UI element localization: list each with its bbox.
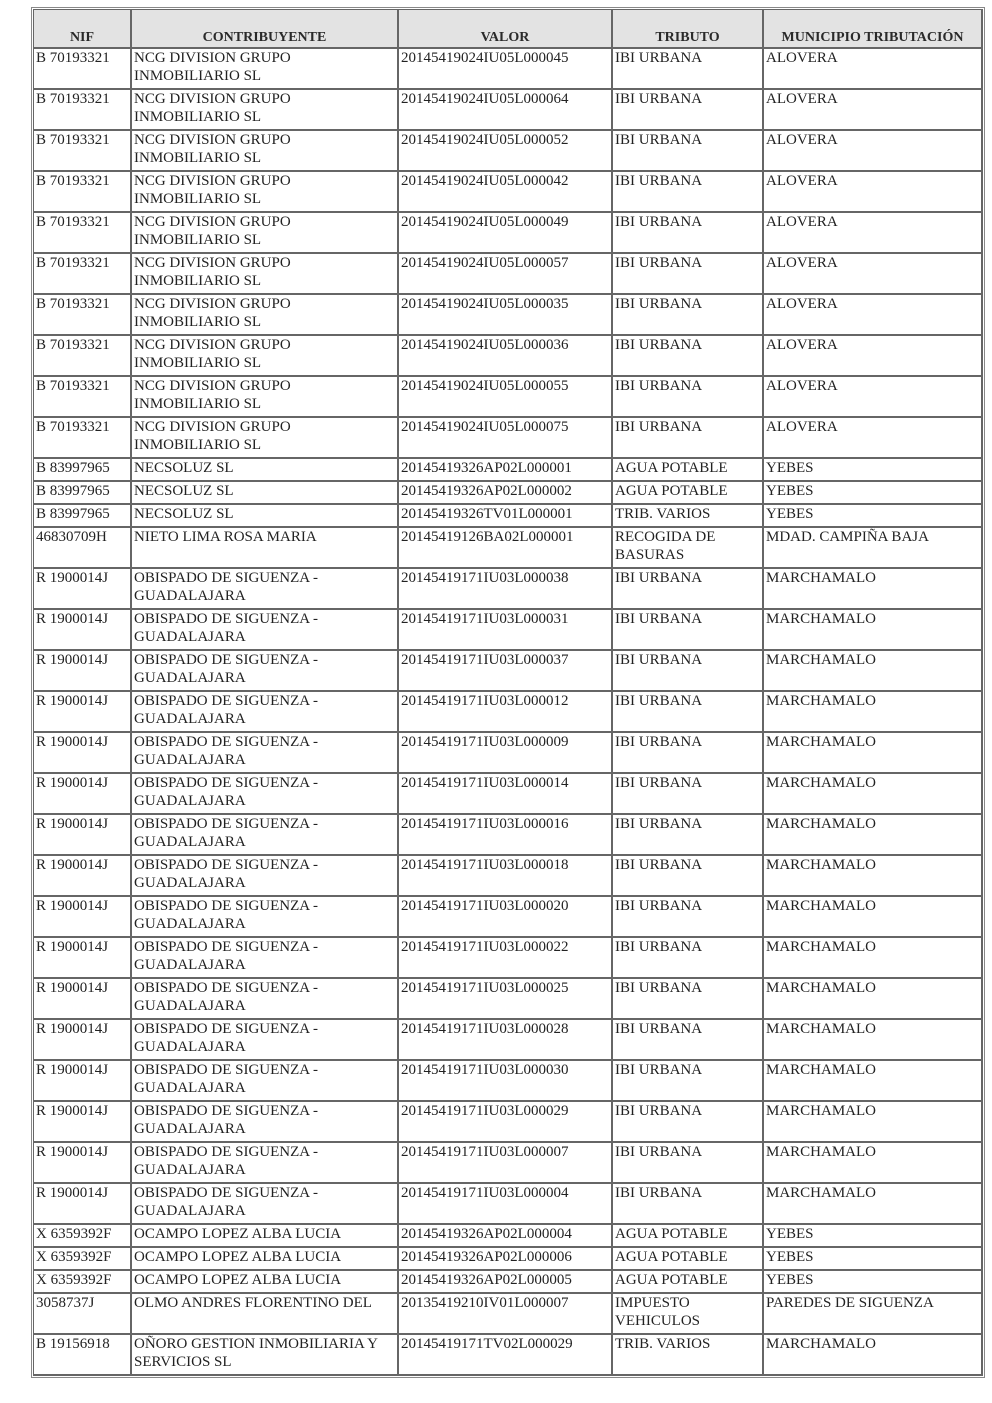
cell-contribuyente: OBISPADO DE SIGUENZA - GUADALAJARA (132, 979, 399, 1020)
cell-municipio: MARCHAMALO (764, 569, 983, 610)
cell-tributo: AGUA POTABLE (613, 1248, 764, 1271)
cell-tributo: IBI URBANA (613, 733, 764, 774)
cell-nif: R 1900014J (34, 815, 132, 856)
cell-contribuyente: NCG DIVISION GRUPO INMOBILIARIO SL (132, 295, 399, 336)
table-row (34, 90, 983, 131)
cell-tributo: IBI URBANA (613, 938, 764, 979)
cell-contribuyente: NCG DIVISION GRUPO INMOBILIARIO SL (132, 418, 399, 459)
cell-valor: 20145419171IU03L000012 (399, 692, 613, 733)
table-row (34, 1184, 983, 1225)
cell-valor: 20145419171IU03L000004 (399, 1184, 613, 1225)
cell-valor: 20145419024IU05L000049 (399, 213, 613, 254)
table-row (34, 254, 983, 295)
cell-contribuyente: OBISPADO DE SIGUENZA - GUADALAJARA (132, 569, 399, 610)
cell-tributo: IBI URBANA (613, 1020, 764, 1061)
table-row (34, 295, 983, 336)
cell-tributo: RECOGIDA DE BASURAS (613, 528, 764, 569)
cell-tributo: IBI URBANA (613, 336, 764, 377)
table-row (34, 1143, 983, 1184)
cell-nif: X 6359392F (34, 1248, 132, 1271)
table-row (34, 459, 983, 482)
cell-contribuyente: NCG DIVISION GRUPO INMOBILIARIO SL (132, 213, 399, 254)
cell-municipio: ALOVERA (764, 418, 983, 459)
cell-valor: 20145419171TV02L000029 (399, 1335, 613, 1376)
cell-municipio: ALOVERA (764, 90, 983, 131)
cell-municipio: MARCHAMALO (764, 1102, 983, 1143)
cell-nif: B 70193321 (34, 254, 132, 295)
table-row (34, 482, 983, 505)
cell-contribuyente: NCG DIVISION GRUPO INMOBILIARIO SL (132, 90, 399, 131)
column-header-tributo: TRIBUTO (613, 10, 764, 49)
cell-municipio: MARCHAMALO (764, 733, 983, 774)
cell-nif: 46830709H (34, 528, 132, 569)
cell-nif: R 1900014J (34, 774, 132, 815)
column-header-municipio: MUNICIPIO TRIBUTACIÓN (764, 10, 983, 49)
cell-nif: B 70193321 (34, 131, 132, 172)
cell-valor: 20145419024IU05L000035 (399, 295, 613, 336)
cell-contribuyente: OÑORO GESTION INMOBILIARIA Y SERVICIOS SL (132, 1335, 399, 1376)
cell-tributo: IBI URBANA (613, 172, 764, 213)
cell-municipio: MARCHAMALO (764, 856, 983, 897)
cell-valor: 20145419171IU03L000025 (399, 979, 613, 1020)
cell-tributo: IBI URBANA (613, 254, 764, 295)
cell-municipio: YEBES (764, 482, 983, 505)
cell-valor: 20145419171IU03L000014 (399, 774, 613, 815)
cell-municipio: MARCHAMALO (764, 1143, 983, 1184)
cell-contribuyente: OBISPADO DE SIGUENZA - GUADALAJARA (132, 733, 399, 774)
table-row (34, 610, 983, 651)
cell-tributo: TRIB. VARIOS (613, 1335, 764, 1376)
cell-contribuyente: OBISPADO DE SIGUENZA - GUADALAJARA (132, 856, 399, 897)
cell-tributo: IBI URBANA (613, 897, 764, 938)
cell-contribuyente: NIETO LIMA ROSA MARIA (132, 528, 399, 569)
cell-valor: 20145419326AP02L000002 (399, 482, 613, 505)
cell-nif: B 83997965 (34, 505, 132, 528)
table-row (34, 1020, 983, 1061)
table-row (34, 1225, 983, 1248)
cell-valor: 20145419171IU03L000016 (399, 815, 613, 856)
table-row (34, 418, 983, 459)
cell-tributo: IBI URBANA (613, 692, 764, 733)
cell-tributo: IBI URBANA (613, 610, 764, 651)
table-row (34, 733, 983, 774)
cell-municipio: MARCHAMALO (764, 774, 983, 815)
cell-valor: 20145419326AP02L000001 (399, 459, 613, 482)
table-row (34, 774, 983, 815)
cell-valor: 20145419326AP02L000006 (399, 1248, 613, 1271)
cell-nif: R 1900014J (34, 897, 132, 938)
cell-municipio: MARCHAMALO (764, 692, 983, 733)
table-row (34, 569, 983, 610)
cell-nif: B 83997965 (34, 482, 132, 505)
cell-contribuyente: OCAMPO LOPEZ ALBA LUCIA (132, 1225, 399, 1248)
table-row (34, 979, 983, 1020)
cell-municipio: MARCHAMALO (764, 979, 983, 1020)
cell-municipio: YEBES (764, 1225, 983, 1248)
cell-valor: 20135419210IV01L000007 (399, 1294, 613, 1335)
cell-tributo: IBI URBANA (613, 774, 764, 815)
cell-tributo: AGUA POTABLE (613, 1225, 764, 1248)
cell-valor: 20145419171IU03L000028 (399, 1020, 613, 1061)
table-row (34, 651, 983, 692)
cell-tributo: IBI URBANA (613, 651, 764, 692)
cell-contribuyente: OBISPADO DE SIGUENZA - GUADALAJARA (132, 1102, 399, 1143)
cell-contribuyente: NCG DIVISION GRUPO INMOBILIARIO SL (132, 49, 399, 90)
cell-municipio: ALOVERA (764, 131, 983, 172)
cell-nif: R 1900014J (34, 1102, 132, 1143)
cell-contribuyente: OBISPADO DE SIGUENZA - GUADALAJARA (132, 1143, 399, 1184)
table-row (34, 1271, 983, 1294)
cell-contribuyente: NECSOLUZ SL (132, 505, 399, 528)
cell-municipio: ALOVERA (764, 295, 983, 336)
cell-nif: R 1900014J (34, 733, 132, 774)
cell-valor: 20145419171IU03L000018 (399, 856, 613, 897)
cell-nif: B 70193321 (34, 90, 132, 131)
cell-nif: R 1900014J (34, 1020, 132, 1061)
cell-contribuyente: OLMO ANDRES FLORENTINO DEL (132, 1294, 399, 1335)
cell-nif: X 6359392F (34, 1225, 132, 1248)
cell-tributo: IBI URBANA (613, 856, 764, 897)
cell-contribuyente: OBISPADO DE SIGUENZA - GUADALAJARA (132, 815, 399, 856)
cell-valor: 20145419024IU05L000075 (399, 418, 613, 459)
table-row (34, 1248, 983, 1271)
cell-valor: 20145419024IU05L000036 (399, 336, 613, 377)
cell-municipio: MARCHAMALO (764, 1184, 983, 1225)
cell-tributo: IBI URBANA (613, 1184, 764, 1225)
cell-valor: 20145419326AP02L000004 (399, 1225, 613, 1248)
cell-municipio: MDAD. CAMPIÑA BAJA (764, 528, 983, 569)
table-row (34, 897, 983, 938)
cell-nif: R 1900014J (34, 938, 132, 979)
table-row (34, 692, 983, 733)
cell-municipio: MARCHAMALO (764, 938, 983, 979)
cell-municipio: ALOVERA (764, 172, 983, 213)
cell-municipio: MARCHAMALO (764, 815, 983, 856)
cell-valor: 20145419171IU03L000029 (399, 1102, 613, 1143)
cell-contribuyente: OCAMPO LOPEZ ALBA LUCIA (132, 1271, 399, 1294)
table-row (34, 1294, 983, 1335)
cell-nif: R 1900014J (34, 1143, 132, 1184)
cell-tributo: IBI URBANA (613, 213, 764, 254)
cell-nif: B 70193321 (34, 418, 132, 459)
cell-municipio: ALOVERA (764, 377, 983, 418)
cell-valor: 20145419171IU03L000020 (399, 897, 613, 938)
table-row (34, 172, 983, 213)
cell-valor: 20145419171IU03L000022 (399, 938, 613, 979)
cell-municipio: MARCHAMALO (764, 1061, 983, 1102)
cell-tributo: IBI URBANA (613, 377, 764, 418)
cell-contribuyente: OBISPADO DE SIGUENZA - GUADALAJARA (132, 1020, 399, 1061)
table-row (34, 1335, 983, 1376)
table-header-row (34, 10, 983, 49)
cell-tributo: IBI URBANA (613, 295, 764, 336)
cell-nif: R 1900014J (34, 569, 132, 610)
cell-tributo: IMPUESTO VEHICULOS (613, 1294, 764, 1335)
cell-nif: B 19156918 (34, 1335, 132, 1376)
cell-nif: X 6359392F (34, 1271, 132, 1294)
table-body (34, 49, 983, 1376)
cell-valor: 20145419171IU03L000007 (399, 1143, 613, 1184)
cell-municipio: MARCHAMALO (764, 897, 983, 938)
cell-nif: B 70193321 (34, 49, 132, 90)
cell-nif: R 1900014J (34, 651, 132, 692)
table-row (34, 213, 983, 254)
cell-valor: 20145419171IU03L000031 (399, 610, 613, 651)
cell-valor: 20145419171IU03L000009 (399, 733, 613, 774)
cell-nif: B 70193321 (34, 336, 132, 377)
cell-valor: 20145419171IU03L000030 (399, 1061, 613, 1102)
cell-tributo: IBI URBANA (613, 90, 764, 131)
cell-contribuyente: OBISPADO DE SIGUENZA - GUADALAJARA (132, 1184, 399, 1225)
cell-municipio: PAREDES DE SIGUENZA (764, 1294, 983, 1335)
cell-tributo: TRIB. VARIOS (613, 505, 764, 528)
cell-tributo: AGUA POTABLE (613, 482, 764, 505)
cell-municipio: YEBES (764, 1271, 983, 1294)
cell-municipio: MARCHAMALO (764, 610, 983, 651)
cell-nif: R 1900014J (34, 610, 132, 651)
cell-municipio: YEBES (764, 505, 983, 528)
table-row (34, 856, 983, 897)
cell-municipio: MARCHAMALO (764, 1335, 983, 1376)
cell-contribuyente: NCG DIVISION GRUPO INMOBILIARIO SL (132, 377, 399, 418)
cell-municipio: MARCHAMALO (764, 651, 983, 692)
cell-valor: 20145419024IU05L000057 (399, 254, 613, 295)
cell-nif: B 83997965 (34, 459, 132, 482)
table-row (34, 815, 983, 856)
cell-tributo: IBI URBANA (613, 49, 764, 90)
cell-contribuyente: OBISPADO DE SIGUENZA - GUADALAJARA (132, 897, 399, 938)
cell-municipio: ALOVERA (764, 254, 983, 295)
cell-tributo: IBI URBANA (613, 1143, 764, 1184)
cell-nif: B 70193321 (34, 213, 132, 254)
cell-tributo: IBI URBANA (613, 131, 764, 172)
cell-municipio: YEBES (764, 1248, 983, 1271)
cell-valor: 20145419171IU03L000038 (399, 569, 613, 610)
cell-valor: 20145419024IU05L000055 (399, 377, 613, 418)
cell-valor: 20145419024IU05L000042 (399, 172, 613, 213)
cell-contribuyente: OBISPADO DE SIGUENZA - GUADALAJARA (132, 692, 399, 733)
cell-contribuyente: NCG DIVISION GRUPO INMOBILIARIO SL (132, 172, 399, 213)
cell-contribuyente: NECSOLUZ SL (132, 459, 399, 482)
table-row (34, 1102, 983, 1143)
cell-contribuyente: OCAMPO LOPEZ ALBA LUCIA (132, 1248, 399, 1271)
cell-nif: R 1900014J (34, 979, 132, 1020)
cell-tributo: IBI URBANA (613, 979, 764, 1020)
cell-tributo: IBI URBANA (613, 1061, 764, 1102)
cell-tributo: IBI URBANA (613, 569, 764, 610)
cell-contribuyente: OBISPADO DE SIGUENZA - GUADALAJARA (132, 938, 399, 979)
cell-contribuyente: OBISPADO DE SIGUENZA - GUADALAJARA (132, 651, 399, 692)
cell-contribuyente: NCG DIVISION GRUPO INMOBILIARIO SL (132, 131, 399, 172)
cell-valor: 20145419326AP02L000005 (399, 1271, 613, 1294)
cell-nif: B 70193321 (34, 377, 132, 418)
cell-nif: B 70193321 (34, 172, 132, 213)
cell-tributo: IBI URBANA (613, 418, 764, 459)
cell-contribuyente: OBISPADO DE SIGUENZA - GUADALAJARA (132, 1061, 399, 1102)
cell-contribuyente: OBISPADO DE SIGUENZA - GUADALAJARA (132, 610, 399, 651)
cell-tributo: IBI URBANA (613, 815, 764, 856)
cell-valor: 20145419024IU05L000052 (399, 131, 613, 172)
cell-municipio: ALOVERA (764, 336, 983, 377)
table-row (34, 1061, 983, 1102)
table-row (34, 377, 983, 418)
cell-nif: R 1900014J (34, 856, 132, 897)
cell-municipio: ALOVERA (764, 213, 983, 254)
cell-municipio: MARCHAMALO (764, 1020, 983, 1061)
table-row (34, 528, 983, 569)
cell-contribuyente: OBISPADO DE SIGUENZA - GUADALAJARA (132, 774, 399, 815)
cell-valor: 20145419126BA02L000001 (399, 528, 613, 569)
table-row (34, 131, 983, 172)
cell-municipio: ALOVERA (764, 49, 983, 90)
cell-nif: R 1900014J (34, 1061, 132, 1102)
column-header-nif: NIF (34, 10, 132, 49)
table-row (34, 938, 983, 979)
cell-valor: 20145419171IU03L000037 (399, 651, 613, 692)
tax-records-table (33, 9, 983, 1376)
cell-tributo: AGUA POTABLE (613, 459, 764, 482)
cell-nif: R 1900014J (34, 692, 132, 733)
cell-nif: B 70193321 (34, 295, 132, 336)
cell-contribuyente: NCG DIVISION GRUPO INMOBILIARIO SL (132, 336, 399, 377)
cell-tributo: IBI URBANA (613, 1102, 764, 1143)
table-row (34, 49, 983, 90)
cell-nif: 3058737J (34, 1294, 132, 1335)
cell-municipio: YEBES (764, 459, 983, 482)
column-header-contribuyente: CONTRIBUYENTE (132, 10, 399, 49)
table-row (34, 336, 983, 377)
table-row (34, 505, 983, 528)
cell-contribuyente: NECSOLUZ SL (132, 482, 399, 505)
cell-valor: 20145419024IU05L000045 (399, 49, 613, 90)
cell-tributo: AGUA POTABLE (613, 1271, 764, 1294)
cell-valor: 20145419024IU05L000064 (399, 90, 613, 131)
cell-contribuyente: NCG DIVISION GRUPO INMOBILIARIO SL (132, 254, 399, 295)
cell-nif: R 1900014J (34, 1184, 132, 1225)
column-header-valor: VALOR (399, 10, 613, 49)
cell-valor: 20145419326TV01L000001 (399, 505, 613, 528)
